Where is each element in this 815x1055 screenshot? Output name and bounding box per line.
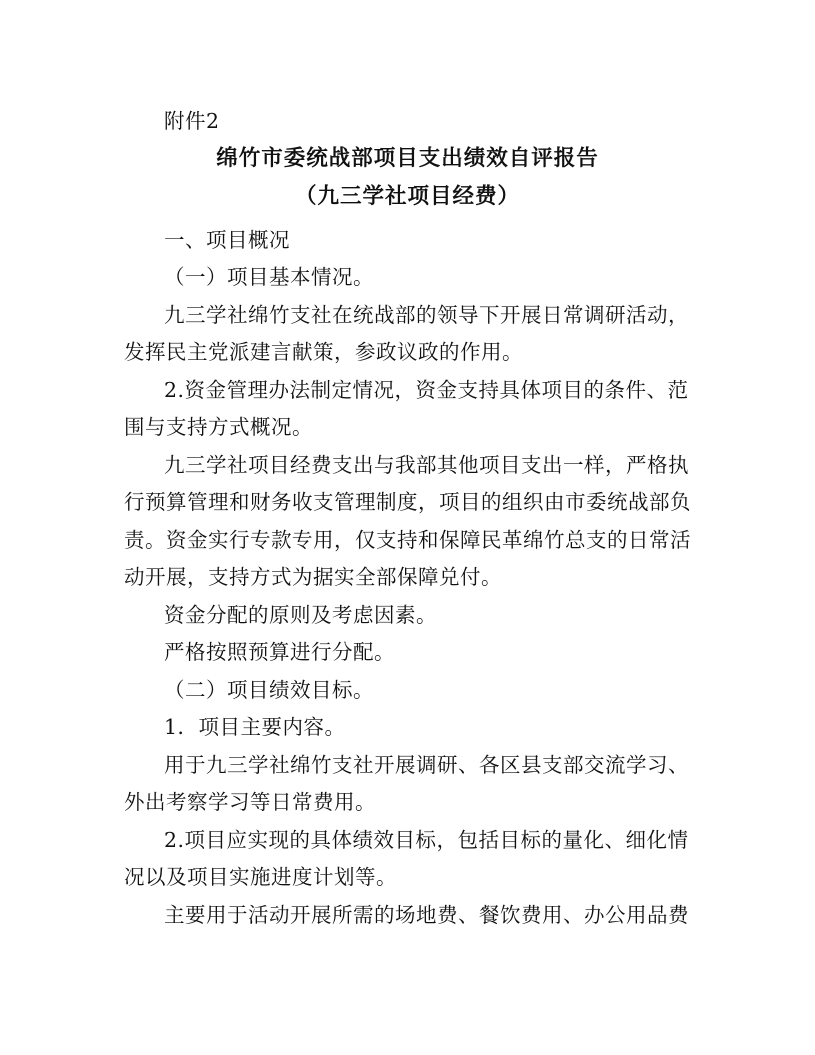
- paragraph-line: 行预算管理和财务收支管理制度，项目的组织由市委统战部负: [124, 490, 691, 514]
- subsection-heading: （一）项目基本情况。: [164, 265, 374, 289]
- paragraph-line: 1．项目主要内容。: [164, 715, 346, 739]
- subsection-heading: （二）项目绩效目标。: [164, 678, 374, 702]
- paragraph-line: 2.资金管理办法制定情况，资金支持具体项目的条件、范: [164, 378, 689, 402]
- paragraph-line: 外出考察学习等日常费用。: [124, 790, 376, 814]
- paragraph-line: 九三学社项目经费支出与我部其他项目支出一样，严格执: [164, 453, 689, 477]
- document-title: 绵竹市委统战部项目支出绩效自评报告: [216, 146, 599, 171]
- paragraph-line: 严格按照预算进行分配。: [164, 640, 395, 664]
- document-subtitle: （九三学社项目经费）: [294, 184, 520, 209]
- paragraph-line: 资金分配的原则及考虑因素。: [164, 603, 437, 627]
- paragraph-line: 2.项目应实现的具体绩效目标，包括目标的量化、细化情: [164, 828, 689, 852]
- paragraph-line: 九三学社绵竹支社在统战部的领导下开展日常调研活动，: [164, 303, 689, 327]
- paragraph-line: 用于九三学社绵竹支社开展调研、各区县支部交流学习、: [164, 753, 689, 777]
- paragraph-line: 围与支持方式概况。: [124, 415, 313, 439]
- paragraph-line: 况以及项目实施进度计划等。: [124, 865, 397, 889]
- paragraph-line: 动开展，支持方式为据实全部保障兑付。: [124, 565, 502, 589]
- paragraph-line: 主要用于活动开展所需的场地费、餐饮费用、办公用品费: [164, 903, 689, 927]
- section-heading: 一、项目概况: [164, 228, 290, 252]
- paragraph-line: 发挥民主党派建言献策，参政议政的作用。: [124, 340, 523, 364]
- paragraph-line: 责。资金实行专款专用，仅支持和保障民革绵竹总支的日常活: [124, 528, 691, 552]
- attachment-label: 附件2: [164, 109, 220, 133]
